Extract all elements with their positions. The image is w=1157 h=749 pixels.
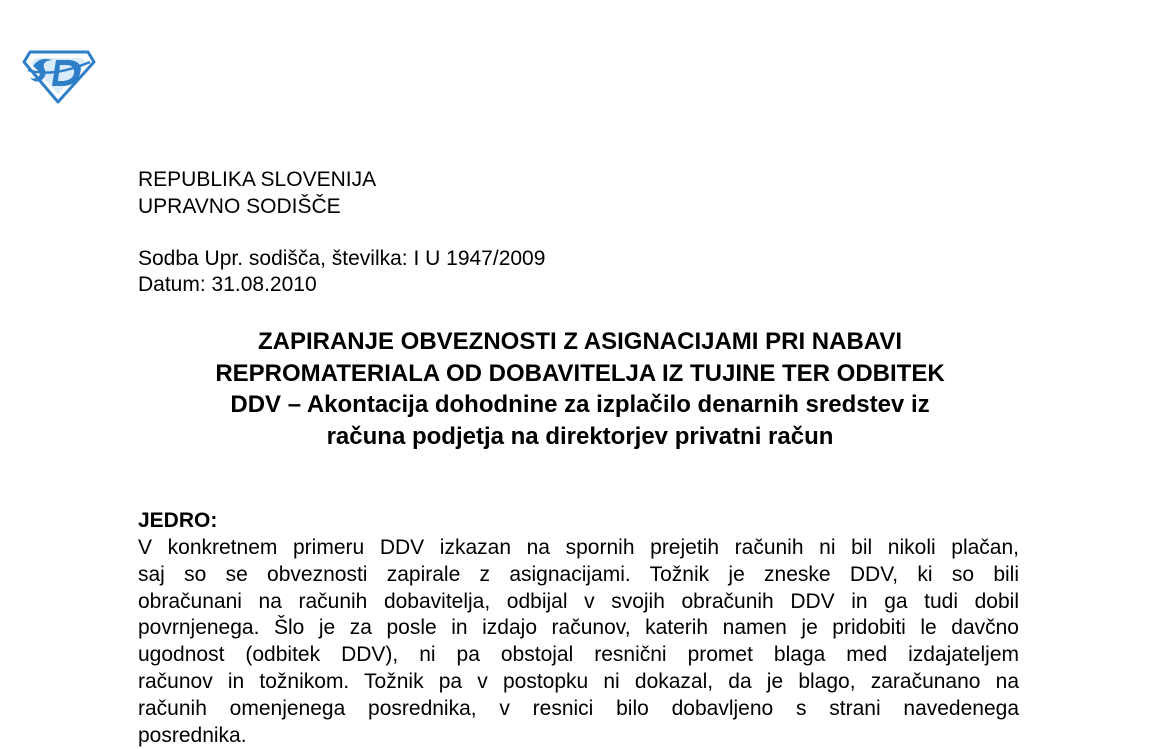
header-court: UPRAVNO SODIŠČE [138, 195, 341, 218]
title-line: REPROMATERIALA OD DOBAVITELJA IZ TUJINE TER ODBITEK [215, 359, 945, 387]
case-date: Datum: 31.08.2010 [138, 273, 317, 296]
section-heading: JEDRO: [138, 509, 218, 532]
body-line: računov in tožnikom. Tožnik pa v postopku ni dokazal, da je blago, zaračunano na [138, 669, 1019, 693]
section-body [138, 535, 1019, 749]
court-header [138, 166, 376, 220]
body-line: obračunani na računih dobavitelja, odbijal v svojih obračunih DDV in ga tudi dobil [138, 589, 1019, 613]
body-line: ugodnost (odbitek DDV), ni pa obstojal resnični promet blaga med izdajateljem [138, 643, 1019, 667]
title-line: ZAPIRANJE OBVEZNOSTI Z ASIGNACIJAMI PRI NABAVI [257, 328, 903, 355]
case-number: Sodba Upr. sodišča, številka: I U 1947/2009 [138, 247, 546, 270]
body-line: V konkretnem primeru DDV izkazan na spornih prejetih računih ni bil nikoli plačan, [138, 536, 1019, 559]
case-meta [138, 246, 545, 298]
document-title [130, 326, 1030, 452]
title-line: DDV – Akontacija dohodnine za izplačilo denarnih sredstev iz [230, 391, 930, 418]
body-line: računih omenjenega posrednika, v resnici bilo dobavljeno s strani navedenega [138, 696, 1019, 720]
title-line: računa podjetja na direktorjev privatni račun [326, 422, 834, 450]
body-line: saj so se obveznosti zapirale z asignacijami. Tožnik je zneske DDV, ki so bili [138, 562, 1019, 586]
sd-shield-logo-icon [22, 48, 96, 104]
header-country: REPUBLIKA SLOVENIJA [138, 168, 377, 191]
body-line: posrednika. [138, 723, 247, 747]
body-line: povrnjenega. Šlo je za posle in izdajo računov, katerih namen je pridobiti le davčno [138, 616, 1019, 640]
